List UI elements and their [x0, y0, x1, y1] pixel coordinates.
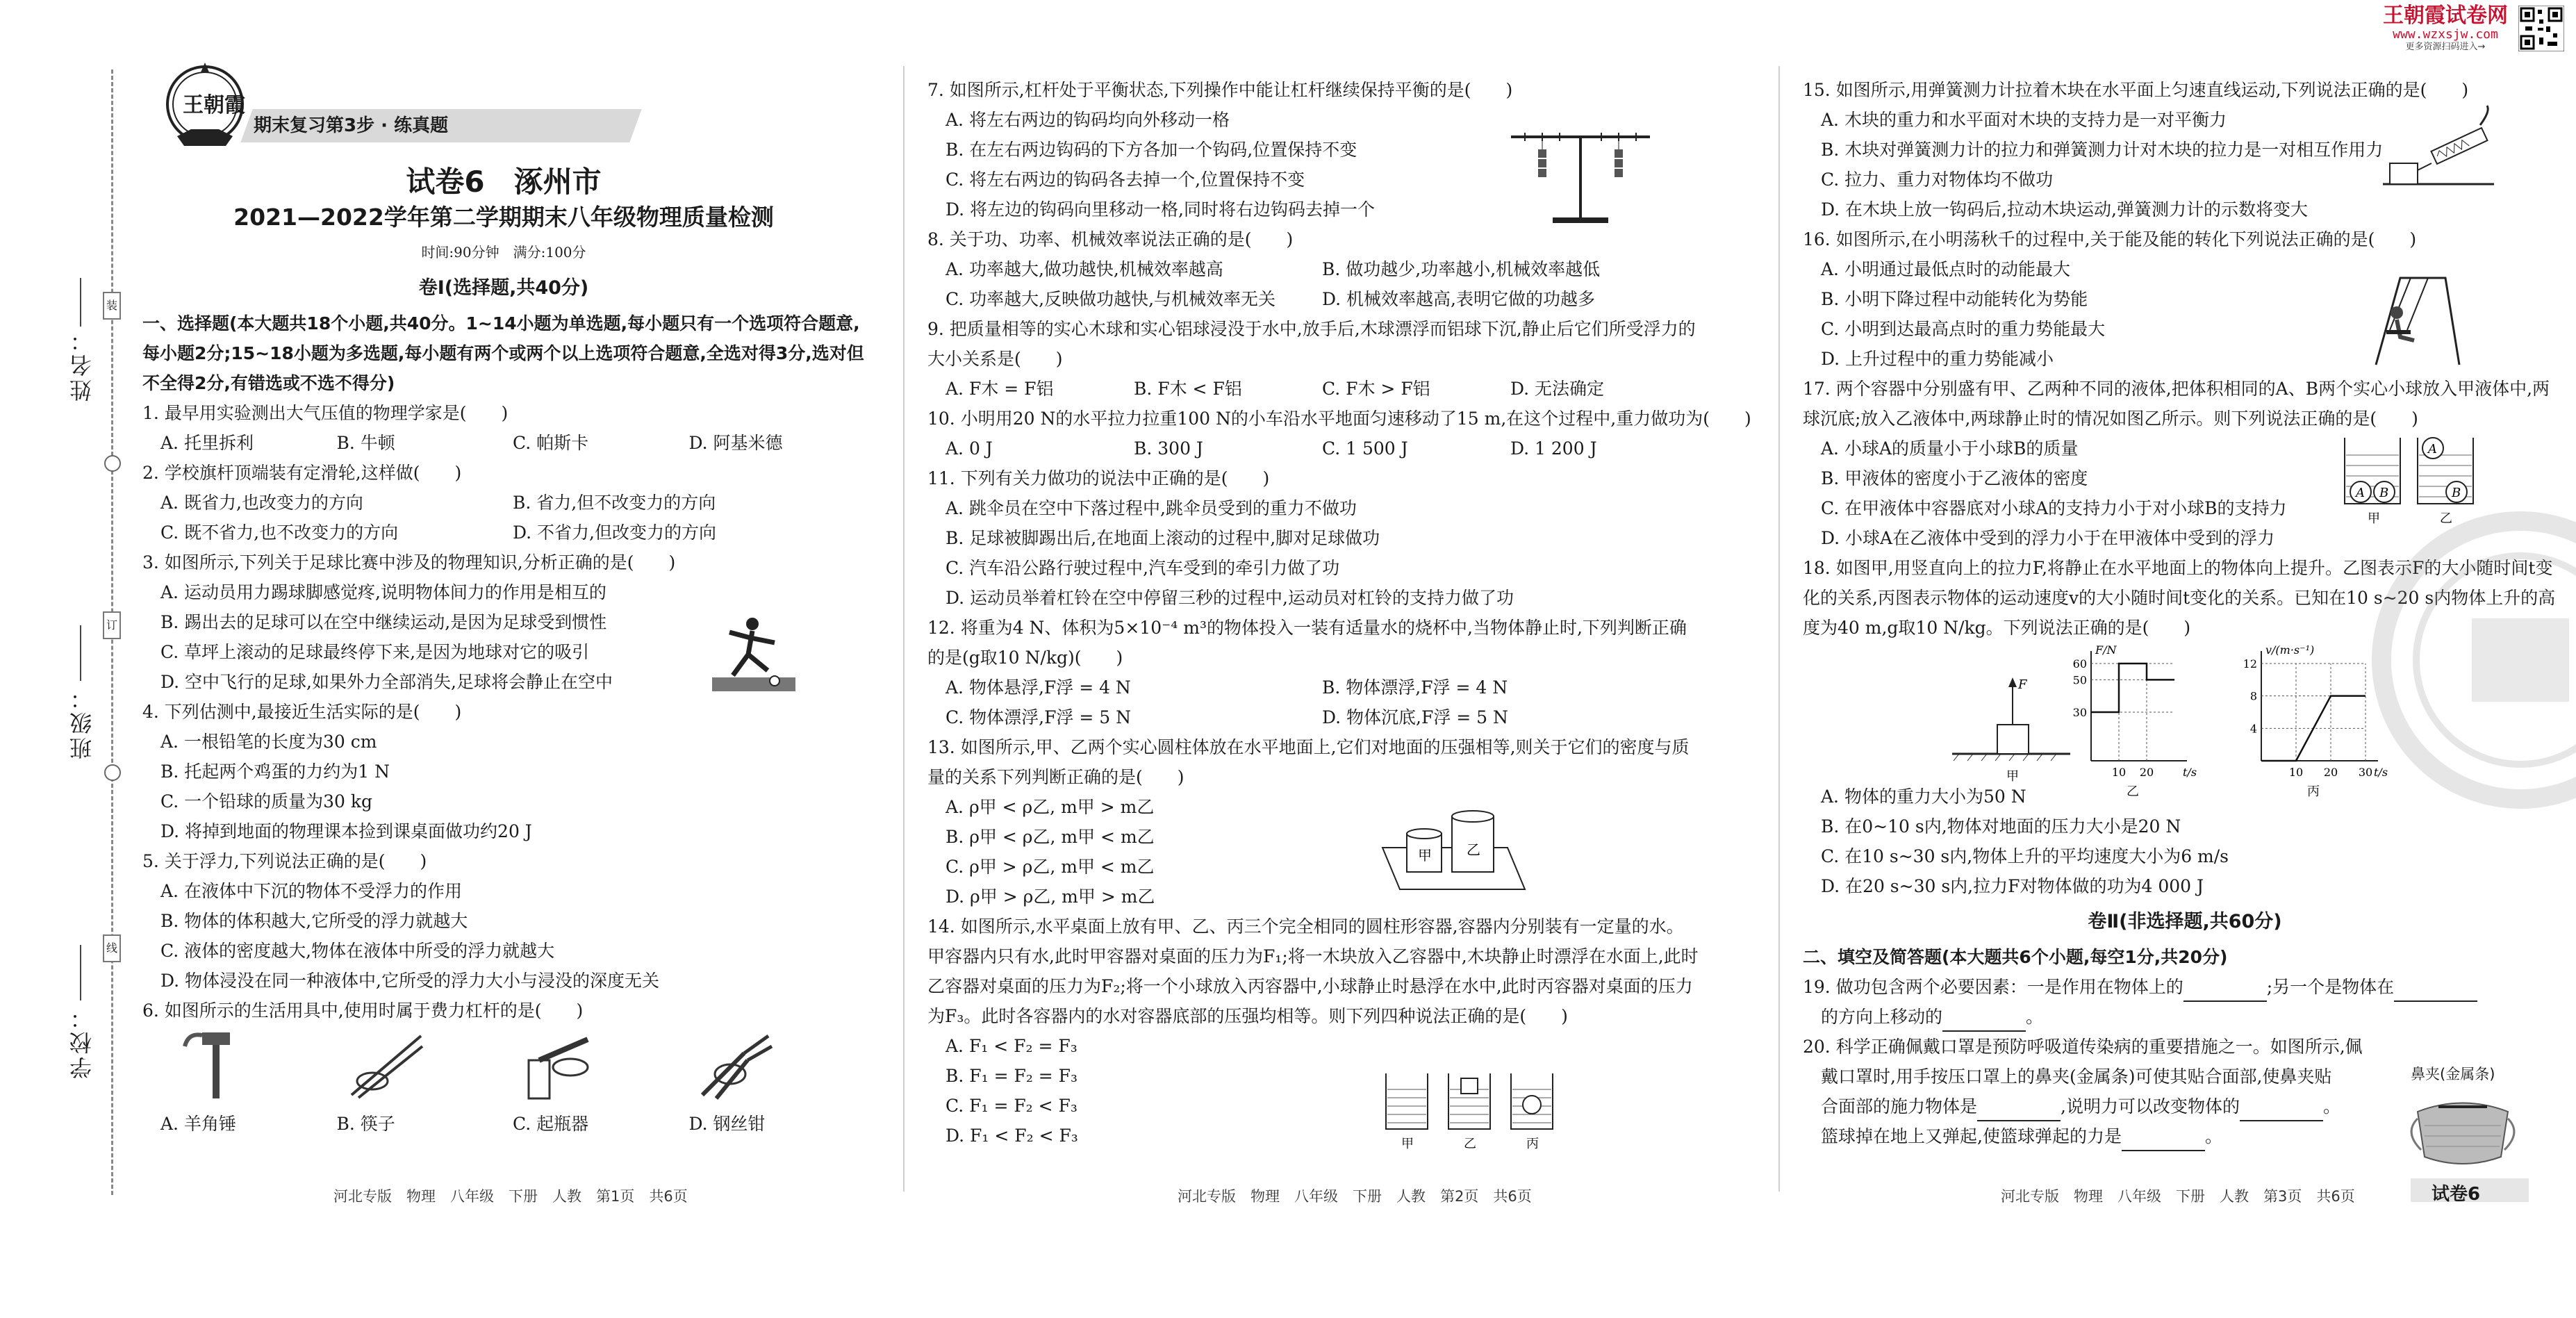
q4-stem: 4. 下列估测中,最接近生活实际的是( ): [142, 697, 865, 727]
force-f-label: F: [2017, 677, 2028, 692]
q13-option-b[interactable]: B. ρ甲 < ρ乙, m甲 < m乙: [946, 822, 1699, 852]
cylinders-figure: [1379, 806, 1539, 896]
chart-force-time: [2063, 639, 2202, 799]
chart-bing-group: [2243, 643, 2388, 799]
q14-stem: 14. 如图所示,水平桌面上放有甲、乙、丙三个完全相同的圆柱形容器,容器内分别装有一定量的水。甲容器内只有水,此时甲容器对桌面的压力为F₁;将一木块放入乙容器中,木块静止时漂浮在水面上,此时乙容器对桌面的压力为F₂;将一个小球放入丙容器中,小球静止时悬浮在水中,此时丙容器对桌面的压力为F₃。此时各容器内的水对容器底部的压强均相等。则下列四种说法正确的是( ): [927, 912, 1699, 1031]
q17-option-c[interactable]: C. 在甲液体中容器底对小球A的支持力小于对小球B的支持力: [1821, 493, 2567, 523]
q8-options-row2: [946, 284, 1699, 314]
q19-text-3: 的方向上移动的: [1821, 1007, 1942, 1027]
q17-option-b[interactable]: B. 甲液体的密度小于乙液体的密度: [1821, 463, 2567, 493]
q10-stem: 10. 小明用20 N的水平拉力拉重100 N的小车沿水平地面匀速移动了15 m,在这个过程中,重力做功为( ): [927, 404, 1699, 434]
series-line: [2091, 664, 2174, 712]
ball-a-label-1: A: [2354, 486, 2365, 500]
y-axis-label: F/N: [2095, 643, 2117, 657]
q9-stem: 9. 把质量相等的实心木球和实心铝球浸没于水中,放手后,木球漂浮而铝球下沉,静止后它们所受浮力的大小关系是( ): [927, 314, 1699, 374]
y-axis-label: v/(m·s⁻¹): [2265, 643, 2314, 657]
q11-option-b[interactable]: B. 足球被脚踢出后,在地面上滚动的过程中,脚对足球做功: [946, 523, 1699, 553]
q3-option-a[interactable]: A. 运动员用力踢球脚感觉疼,说明物体间力的作用是相互的: [160, 577, 865, 607]
y-tick-label: 60: [2073, 657, 2087, 670]
q20-blank-3[interactable]: [2122, 1130, 2205, 1151]
claw-hammer-icon: [174, 1025, 258, 1102]
chopsticks-icon: [345, 1025, 428, 1102]
q12-options-row2: [946, 702, 1699, 732]
q12-option-b[interactable]: B. 物体漂浮,F浮 = 4 N: [1322, 673, 1699, 702]
q19-text-1: 19. 做功包含两个必要因素：一是作用在物体上的: [1803, 977, 2183, 997]
footer-page-1: 河北专版 物理 八年级 下册 人教 第1页 共6页: [333, 1185, 688, 1206]
q11-option-c[interactable]: C. 汽车沿公路行驶过程中,汽车受到的牵引力做了功: [946, 553, 1699, 583]
q20-text-4b: 。: [2205, 1126, 2222, 1146]
part2-title: 卷Ⅱ(非选择题,共60分): [1803, 907, 2567, 937]
container-jia-q17: 甲: [2368, 511, 2380, 526]
q10-options: [946, 434, 1699, 463]
panel-label: 乙: [2127, 784, 2139, 799]
binding-hole-1: [104, 455, 121, 472]
q18-option-a[interactable]: A. 物体的重力大小为50 N: [1821, 782, 2567, 812]
q10-option-b[interactable]: B. 300 J: [1134, 434, 1322, 463]
lever-figure: [1504, 122, 1657, 226]
y-tick-label: 50: [2073, 673, 2087, 686]
x-axis-label: t/s: [2183, 766, 2197, 779]
q2-option-a[interactable]: A. 既省力,也改变力的方向: [160, 488, 513, 518]
cylinder-jia-label: 甲: [1418, 847, 1432, 864]
q19-text-4: 。: [2026, 1007, 2043, 1027]
q10-option-a[interactable]: A. 0 J: [946, 434, 1134, 463]
panel-jia-label: 甲: [2006, 769, 2019, 784]
nose-clip-label: 鼻夹(金属条): [2411, 1063, 2495, 1084]
x-tick-label: 20: [2324, 766, 2338, 779]
q11-option-d[interactable]: D. 运动员举着杠铃在空中停留三秒的过程中,运动员对杠铃的支持力做了功: [946, 583, 1699, 613]
q19-line2: [1821, 1002, 2567, 1032]
q14-option-a[interactable]: A. F₁ < F₂ = F₃: [946, 1031, 1699, 1061]
q1-option-c[interactable]: C. 帕斯卡: [513, 428, 689, 458]
container-yi-label: 乙: [1464, 1137, 1476, 1151]
q12-stem: 12. 将重为4 N、体积为5×10⁻⁴ m³的物体投入一装有适量水的烧杯中,当物体静止时,下列判断正确的是(g取10 N/kg)( ): [927, 613, 1699, 673]
watermark-tagline: 更多资源扫码进入→: [2376, 42, 2515, 53]
q16-option-d[interactable]: D. 上升过程中的重力势能减小: [1821, 344, 2567, 374]
q1-stem: 1. 最早用实验测出大气压值的物理学家是( ): [142, 398, 865, 428]
q1-option-a[interactable]: A. 托里拆利: [160, 428, 337, 458]
q9-option-b[interactable]: B. F木 < F铝: [1134, 374, 1322, 404]
spring-scale-figure: [2383, 104, 2494, 188]
q2-option-c[interactable]: C. 既不省力,也不改变力的方向: [160, 518, 513, 547]
q20-line2: 戴口罩时,用手按压口罩上的鼻夹(金属条)可使其贴合面部,使鼻夹贴: [1821, 1062, 2567, 1092]
q5-option-a[interactable]: A. 在液体中下沉的物体不受浮力的作用: [160, 876, 865, 906]
q8-option-c[interactable]: C. 功率越大,反映做功越快,与机械效率无关: [946, 284, 1322, 314]
qr-code-icon[interactable]: [2518, 6, 2564, 51]
q15-option-c[interactable]: C. 拉力、重力对物体均不做功: [1821, 165, 2567, 195]
page-header: [142, 0, 865, 94]
ball-a-label-2: A: [2427, 442, 2437, 456]
q6-option-b[interactable]: B. 筷子: [337, 1109, 513, 1139]
y-tick-label: 8: [2250, 690, 2257, 703]
q20-text-3c: 。: [2323, 1096, 2340, 1117]
q12-options-row1: [946, 673, 1699, 702]
q15-option-d[interactable]: D. 在木块上放一钩码后,拉动木块运动,弹簧测力计的示数将变大: [1821, 195, 2567, 224]
q10-option-d[interactable]: D. 1 200 J: [1510, 434, 1699, 463]
q6-options: [160, 1109, 865, 1139]
paper-subtitle: 2021—2022学年第二学期期末八年级物理质量检测: [142, 202, 865, 232]
name-label: 姓名：: [66, 327, 94, 402]
soccer-player-figure: [712, 611, 795, 691]
q14-option-d[interactable]: D. F₁ < F₂ < F₃: [946, 1121, 1699, 1151]
q12-option-c[interactable]: C. 物体漂浮,F浮 = 5 N: [946, 702, 1322, 732]
binding-strip: [0, 0, 139, 1243]
y-tick-label: 30: [2073, 706, 2087, 719]
binding-hole-2: [104, 764, 121, 781]
q4-option-c[interactable]: C. 一个铅球的质量为30 kg: [160, 786, 865, 816]
q3-stem: 3. 如图所示,下列关于足球比赛中涉及的物理知识,分析正确的是( ): [142, 547, 865, 577]
binding-mark-1: 装: [103, 292, 121, 320]
column-divider-2: [1778, 66, 1780, 1192]
q4-option-a[interactable]: A. 一根铅笔的长度为30 cm: [160, 727, 865, 757]
part1-instructions: 一、选择题(本大题共18个小题,共40分。1~14小题为单选题,每小题只有一个选项符合题意,每小题2分;15~18小题为多选题,每小题有两个或两个以上选项符合题意,全选对得3分,选对但不全得2分,有错选或不选不得分): [142, 308, 865, 398]
chart-yi-group: [2073, 643, 2197, 799]
container-bing-label: 丙: [1526, 1137, 1539, 1151]
stamp-watermark-icon: [2368, 500, 2576, 820]
q17-option-a[interactable]: A. 小球A的质量小于小球B的质量: [1821, 434, 2567, 463]
wire-pliers-icon: [688, 1025, 779, 1102]
q5-stem: 5. 关于浮力,下列说法正确的是( ): [142, 846, 865, 876]
q6-option-a[interactable]: A. 羊角锤: [160, 1109, 337, 1139]
q10-option-c[interactable]: C. 1 500 J: [1322, 434, 1510, 463]
q4-option-b[interactable]: B. 托起两个鸡蛋的力约为1 N: [160, 757, 865, 786]
q11-stem: 11. 下列有关力做功的说法中正确的是( ): [927, 463, 1699, 493]
ball-b-label-2: B: [2451, 486, 2461, 500]
school-blank[interactable]: [80, 945, 81, 1000]
binding-mark-2: 订: [103, 611, 121, 639]
q15-option-a[interactable]: A. 木块的重力和水平面对木块的支持力是一对平衡力: [1821, 105, 2567, 135]
q2-stem: 2. 学校旗杆顶端装有定滑轮,这样做( ): [142, 458, 865, 488]
q7-option-a[interactable]: A. 将左右两边的钩码均向外移动一格: [946, 105, 1699, 135]
q8-option-d[interactable]: D. 机械效率越高,表明它做的功越多: [1322, 284, 1699, 314]
q2-option-b[interactable]: B. 省力,但不改变力的方向: [513, 488, 865, 518]
q18-stem: 18. 如图甲,用竖直向上的拉力F,将静止在水平地面上的物体向上提升。乙图表示F的大小随时间t变化的关系,丙图表示物体的运动速度v的大小随时间t变化的关系。已知在10 s~20 s内物体上升的高度为40 m,g取10 N/kg。下列说法正确的是( ): [1803, 553, 2567, 643]
q1-option-b[interactable]: B. 牛顿: [337, 428, 513, 458]
footer-page-3: 河北专版 物理 八年级 下册 人教 第3页 共6页: [2001, 1185, 2355, 1206]
q20-line1: 20. 科学正确佩戴口罩是预防呼吸道传染病的重要措施之一。如图所示,佩: [1803, 1032, 2567, 1062]
ball-b-label-1: B: [2379, 486, 2388, 500]
q8-option-a[interactable]: A. 功率越大,做功越快,机械效率越高: [946, 254, 1322, 284]
q19-blank-1[interactable]: [2183, 981, 2267, 1002]
q3-option-c[interactable]: C. 草坪上滚动的足球最终停下来,是因为地球对它的吸引: [160, 637, 865, 667]
time-info: 时间:90分钟 满分:100分: [142, 238, 865, 267]
paper-title: 试卷6 涿州市: [142, 167, 865, 197]
watermark-url: www.wzxsjw.com: [2376, 28, 2515, 42]
q3-option-b[interactable]: B. 踢出去的足球可以在空中继续运动,是因为足球受到惯性: [160, 607, 865, 637]
watermark-title: 王朝霞试卷网: [2376, 4, 2515, 28]
part1-title: 卷Ⅰ(选择题,共40分): [142, 273, 865, 303]
q1-options: [160, 428, 865, 458]
q17-stem: 17. 两个容器中分别盛有甲、乙两种不同的液体,把体积相同的A、B两个实心小球放入甲液体中,两球沉底;放入乙液体中,两球静止时的情况如图乙所示。则下列说法正确的是( ): [1803, 374, 2567, 434]
swing-figure: [2362, 271, 2466, 368]
q11-option-a[interactable]: A. 跳伞员在空中下落过程中,跳伞员受到的重力不做功: [946, 493, 1699, 523]
school-label: 学校：: [66, 1004, 94, 1079]
q12-option-d[interactable]: D. 物体沉底,F浮 = 5 N: [1322, 702, 1699, 732]
q13-option-d[interactable]: D. ρ甲 > ρ乙, m甲 > m乙: [946, 882, 1699, 912]
q6-option-c[interactable]: C. 起瓶器: [513, 1109, 689, 1139]
face-mask-figure: [2404, 1091, 2522, 1174]
q20-blank-2[interactable]: [2240, 1101, 2323, 1121]
q18-option-d[interactable]: D. 在20 s~30 s内,拉力F对物体做的功为4 000 J: [1821, 871, 2567, 901]
q16-option-b[interactable]: B. 小明下降过程中动能转化为势能: [1821, 284, 2567, 314]
containers-figure: [1379, 1063, 1567, 1153]
q13-option-c[interactable]: C. ρ甲 > ρ乙, m甲 < m乙: [946, 852, 1699, 882]
q8-options-row1: [946, 254, 1699, 284]
q13-stem: 13. 如图所示,甲、乙两个实心圆柱体放在水平地面上,它们对地面的压强相等,则关于它们的密度与质量的关系下列判断正确的是( ): [927, 732, 1699, 792]
q12-option-a[interactable]: A. 物体悬浮,F浮 = 4 N: [946, 673, 1322, 702]
q14-option-c[interactable]: C. F₁ = F₂ < F₃: [946, 1091, 1699, 1121]
bottle-opener-icon: [515, 1025, 598, 1102]
q7-option-d[interactable]: D. 将左边的钩码向里移动一格,同时将右边钩码去掉一个: [946, 195, 1699, 224]
q16-option-a[interactable]: A. 小明通过最低点时的动能最大: [1821, 254, 2567, 284]
class-blank[interactable]: [80, 625, 81, 681]
q1-option-d[interactable]: D. 阿基米德: [689, 428, 866, 458]
q2-options-row1: [160, 488, 865, 518]
x-tick-label: 20: [2140, 766, 2154, 779]
q19-text-2: ;另一个是物体在: [2267, 977, 2394, 997]
q8-stem: 8. 关于功、功率、机械效率说法正确的是( ): [927, 224, 1699, 254]
column-divider-1: [903, 66, 905, 1192]
q20-text-4a: 篮球掉在地上又弹起,使篮球弹起的力是: [1821, 1126, 2122, 1146]
name-blank[interactable]: [80, 278, 81, 327]
exam-tag: 试卷6: [2431, 1180, 2480, 1205]
q18-option-b[interactable]: B. 在0~10 s内,物体对地面的压力大小是20 N: [1821, 812, 2567, 841]
q3-option-d[interactable]: D. 空中飞行的足球,如果外力全部消失,足球将会静止在空中: [160, 667, 865, 697]
q20-text-3a: 合面部的施力物体是: [1821, 1096, 1977, 1117]
q9-option-a[interactable]: A. F木 = F铝: [946, 374, 1134, 404]
x-tick-label: 10: [2112, 766, 2126, 779]
logo-text: 王朝霞: [183, 90, 245, 120]
q19-line1: [1803, 972, 2567, 1002]
q20-text-3b: ,说明力可以改变物体的: [2061, 1096, 2240, 1117]
binding-mark-3: 线: [103, 934, 121, 962]
q20-blank-1[interactable]: [1977, 1101, 2061, 1121]
x-tick-label: 30: [2359, 766, 2372, 779]
banner-label: 期末复习第3步 · 练真题: [254, 111, 448, 141]
y-tick-label: 4: [2250, 722, 2257, 735]
q7-option-c[interactable]: C. 将左右两边的钩码各去掉一个,位置保持不变: [946, 165, 1699, 195]
cylinder-yi-label: 乙: [1467, 841, 1480, 858]
panel-label: 丙: [2307, 784, 2320, 799]
q6-stem: 6. 如图所示的生活用具中,使用时属于费力杠杆的是( ): [142, 996, 865, 1025]
part2-instructions: 二、填空及简答题(本大题共6个小题,每空1分,共20分): [1803, 942, 2567, 972]
q4-option-d[interactable]: D. 将掉到地面的物理课本捡到课桌面做功约20 J: [160, 816, 865, 846]
x-axis-label: t/s: [2374, 766, 2388, 779]
q16-stem: 16. 如图所示,在小明荡秋千的过程中,关于能及能的转化下列说法正确的是( ): [1803, 224, 2567, 254]
q2-option-d[interactable]: D. 不省力,但改变力的方向: [513, 518, 865, 547]
q9-options: [946, 374, 1699, 404]
q6-figures: [160, 1025, 865, 1109]
q6-option-d[interactable]: D. 钢丝钳: [689, 1109, 866, 1139]
q5-option-d[interactable]: D. 物体浸没在同一种液体中,它所受的浮力大小与浸没的深度无关: [160, 966, 865, 996]
q14-option-b[interactable]: B. F₁ = F₂ = F₃: [946, 1061, 1699, 1091]
container-jia-label: 甲: [1401, 1137, 1414, 1151]
q18-option-c[interactable]: C. 在10 s~30 s内,物体上升的平均速度大小为6 m/s: [1821, 841, 2567, 871]
q7-stem: 7. 如图所示,杠杆处于平衡状态,下列操作中能让杠杆继续保持平衡的是( ): [927, 75, 1699, 105]
q15-stem: 15. 如图所示,用弹簧测力计拉着木块在水平面上匀速直线运动,下列说法正确的是( ): [1803, 75, 2567, 105]
container-yi-q17: 乙: [2440, 511, 2452, 526]
x-tick-label: 10: [2289, 766, 2303, 779]
q19-blank-3[interactable]: [1942, 1011, 2026, 1032]
q5-option-c[interactable]: C. 液体的密度越大,物体在液体中所受的浮力就越大: [160, 936, 865, 966]
class-label: 班级：: [66, 684, 94, 759]
y-tick-label: 12: [2243, 657, 2257, 670]
q5-option-b[interactable]: B. 物体的体积越大,它所受的浮力就越大: [160, 906, 865, 936]
q2-options-row2: [160, 518, 865, 547]
q15-option-b[interactable]: B. 木块对弹簧测力计的拉力和弹簧测力计对木块的拉力是一对相互作用力: [1821, 135, 2567, 165]
watermark-brand: [2376, 4, 2515, 53]
q8-option-b[interactable]: B. 做功越少,功率越小,机械效率越低: [1322, 254, 1699, 284]
q13-option-a[interactable]: A. ρ甲 < ρ乙, m甲 > m乙: [946, 792, 1699, 822]
footer-page-2: 河北专版 物理 八年级 下册 人教 第2页 共6页: [1178, 1185, 1532, 1206]
q9-option-d[interactable]: D. 无法确定: [1510, 374, 1699, 404]
q17-option-d[interactable]: D. 小球A在乙液体中受到的浮力小于在甲液体中受到的浮力: [1821, 523, 2567, 553]
q9-option-c[interactable]: C. F木 > F铝: [1322, 374, 1510, 404]
q7-option-b[interactable]: B. 在左右两边钩码的下方各加一个钩码,位置保持不变: [946, 135, 1699, 165]
q16-option-c[interactable]: C. 小明到达最高点时的重力势能最大: [1821, 314, 2567, 344]
q19-blank-2[interactable]: [2394, 981, 2477, 1002]
